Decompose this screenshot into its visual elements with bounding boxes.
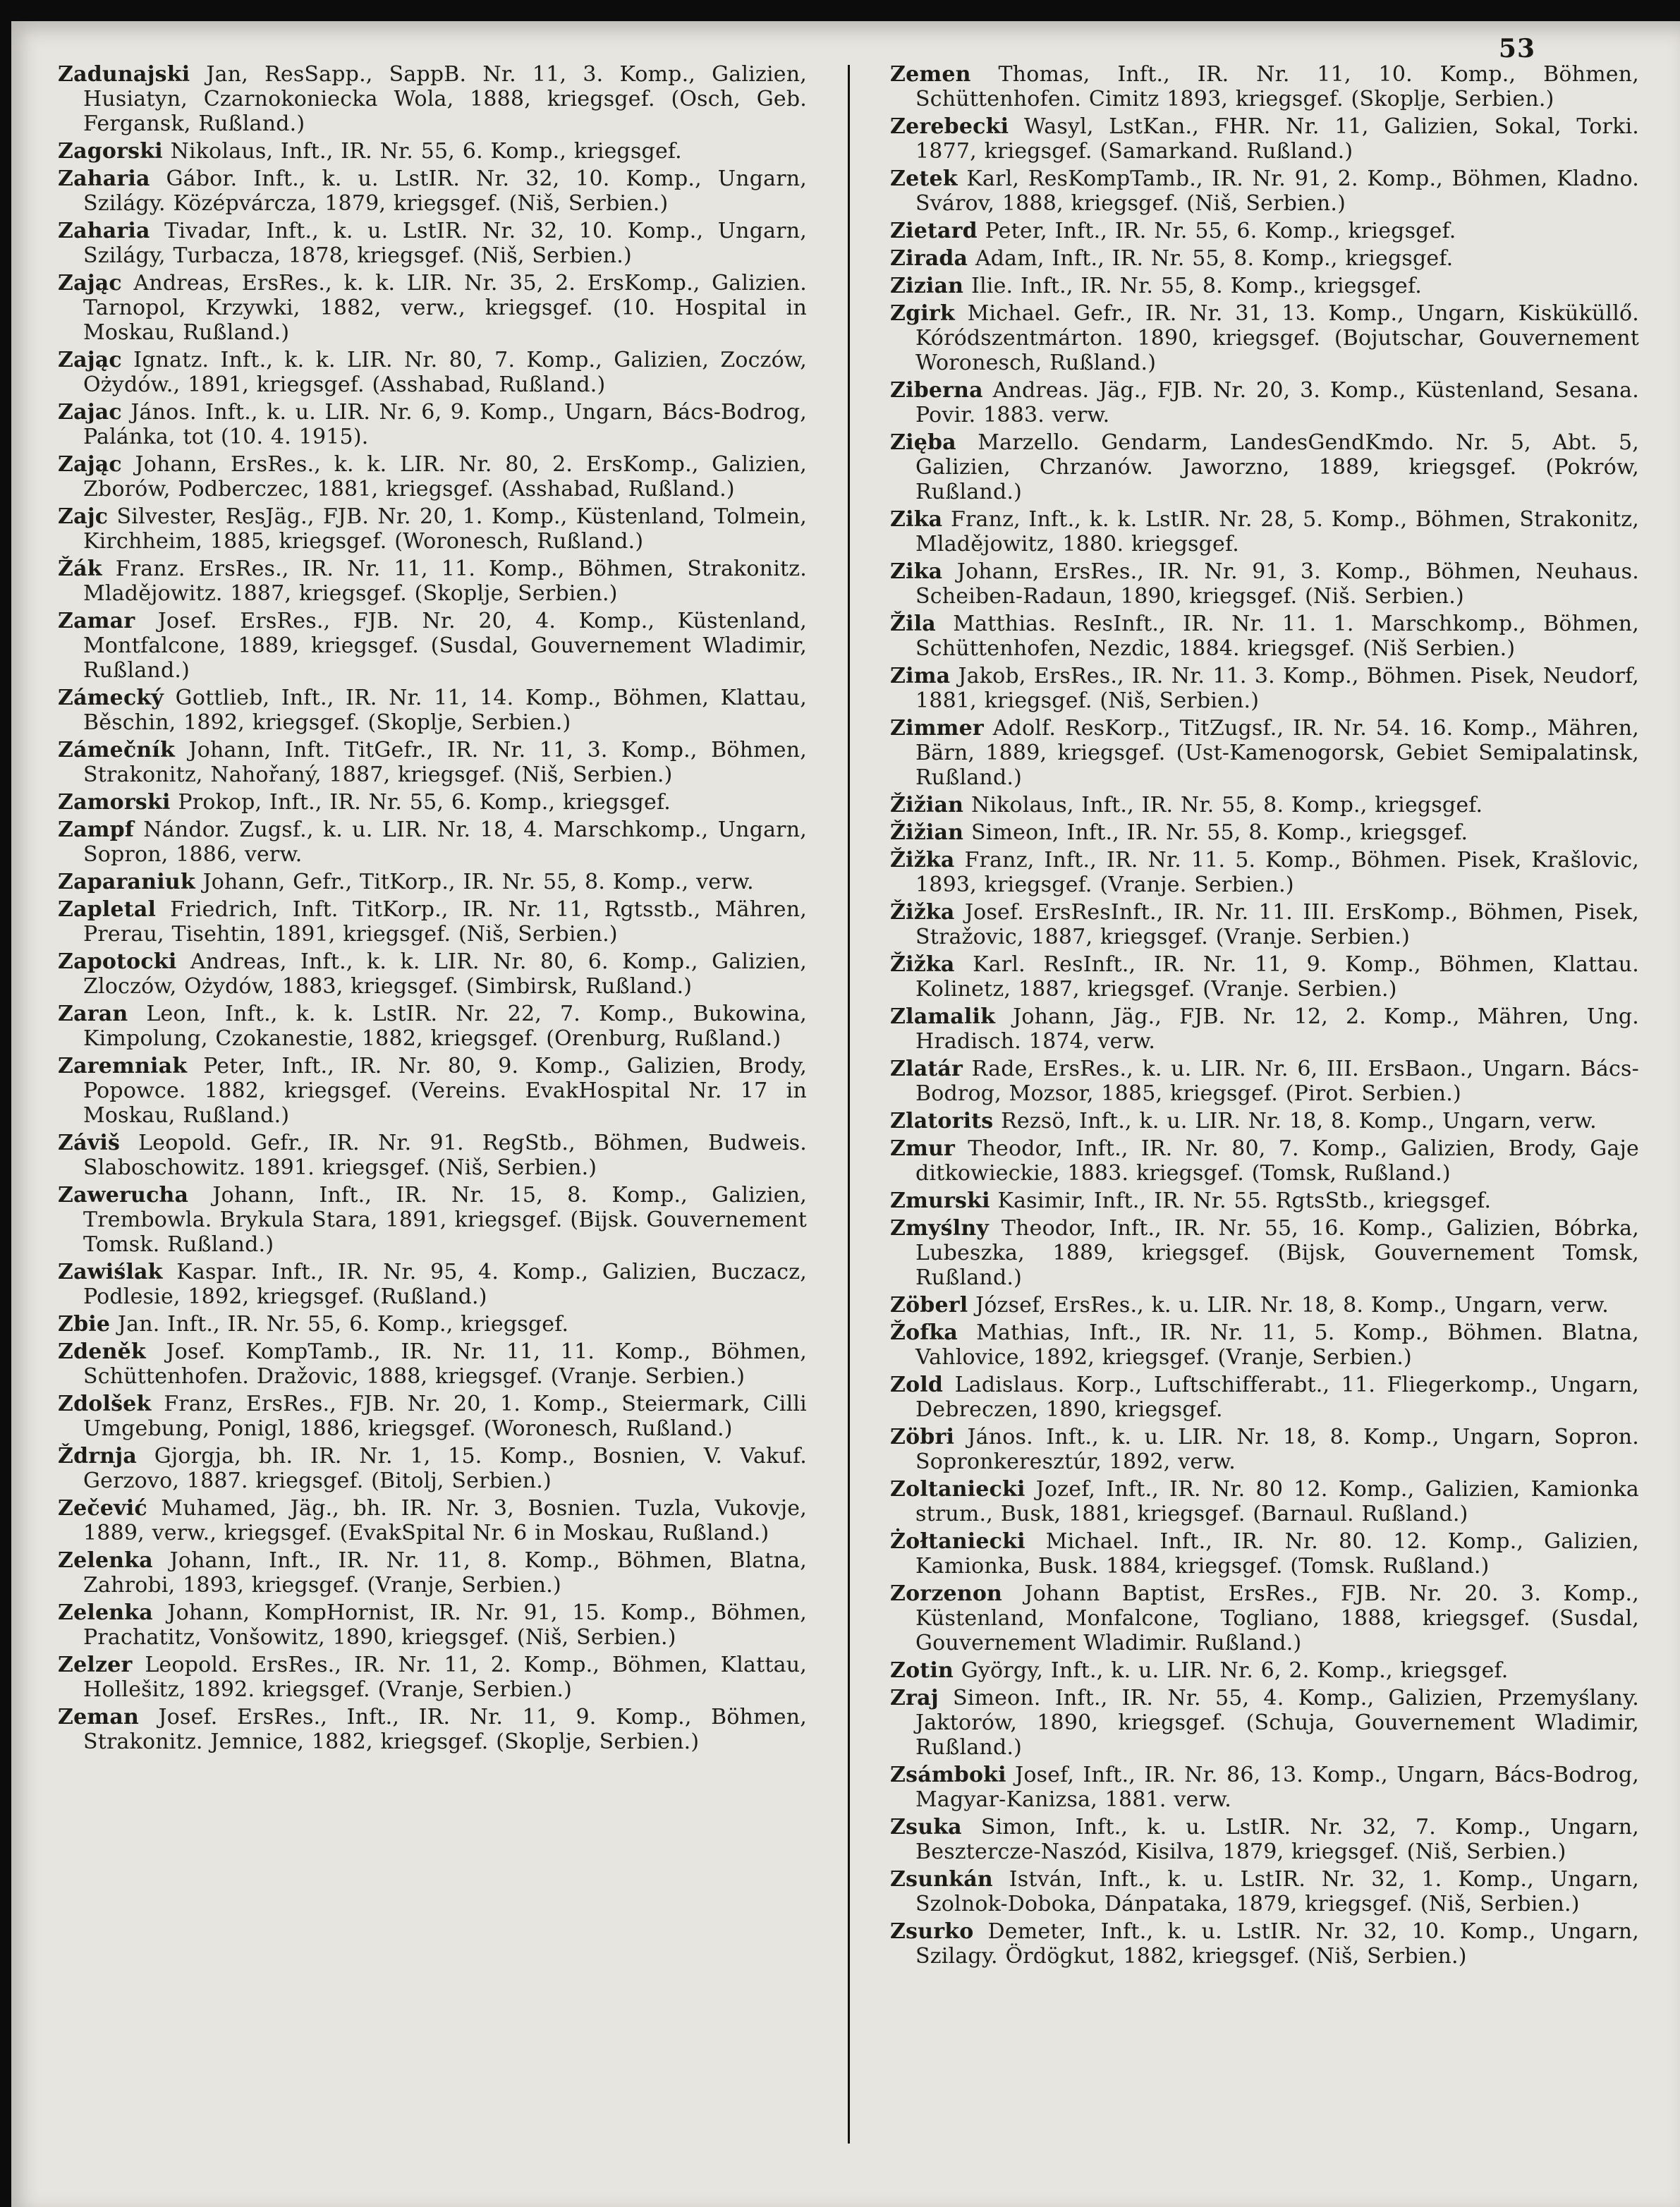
list-entry: [58, 1444, 807, 1493]
entry-surname: Zampf: [58, 817, 134, 842]
entry-surname: Zsuka: [890, 1815, 962, 1840]
list-entry: [58, 897, 807, 947]
entry-surname: Zdeněk: [58, 1339, 146, 1364]
entry-surname: Záviš: [58, 1131, 121, 1155]
entry-details: Gábor. Inft., k. u. LstIR. Nr. 32, 10. Komp., Ungarn, Szilágy. Középvárcza, 1879, kriegsgef. (Niš, Serbien.): [83, 166, 807, 216]
entry-details: Simeon. Inft., IR. Nr. 55, 4. Komp., Galizien, Przemyślany. Jaktorów, 1890, kriegsgef. (Schuja, Gouvernement Wladimir, Rußland.): [915, 1686, 1639, 1760]
entry-details: Simon, Inft., k. u. LstIR. Nr. 32, 7. Komp., Ungarn, Besztercze-Naszód, Kisilva, 1879, kriegsgef. (Niš, Serbien.): [915, 1815, 1639, 1864]
entry-details: Nándor. Zugsf., k. u. LIR. Nr. 18, 4. Marschkomp., Ungarn, Sopron, 1886, verw.: [83, 817, 807, 867]
list-entry: [58, 817, 807, 867]
entry-details: János. Inft., k. u. LIR. Nr. 6, 9. Komp., Ungarn, Bács-Bodrog, Palánka, tot (10. 4. 1915).: [83, 400, 807, 449]
entry-details: Simeon, Inft., IR. Nr. 55, 8. Komp., kriegsgef.: [970, 820, 1468, 845]
entry-details: Thomas, Inft., IR. Nr. 11, 10. Komp., Böhmen, Schüttenhofen. Cimitz 1893, kriegsgef. (Skoplje, Serbien.): [915, 62, 1639, 111]
entry-surname: Zmurski: [890, 1188, 990, 1213]
list-entry: [58, 686, 807, 735]
entry-details: Demeter, Inft., k. u. LstIR. Nr. 32, 10. Komp., Ungarn, Szilagy. Ördögkut, 1882, kriegsgef. (Niš, Serbien.): [915, 1919, 1639, 1969]
list-entry: [890, 1477, 1639, 1526]
list-entry: [890, 1293, 1639, 1318]
entry-details: Tivadar, Inft., k. u. LstIR. Nr. 32, 10. Komp., Ungarn, Szilágy, Turbacza, 1878, kriegsgef. (Niš, Serbien.): [83, 219, 807, 268]
entry-details: Michael. Inft., IR. Nr. 80. 12. Komp., Galizien, Kamionka, Busk. 1884, kriegsgef. (Tomsk. Rußland.): [915, 1529, 1639, 1579]
entry-surname: Zelenka: [58, 1600, 153, 1625]
entry-details: Mathias, Inft., IR. Nr. 11, 5. Komp., Böhmen. Blatna, Vahlovice, 1892, kriegsgef. (Vranje, Serbien.): [915, 1320, 1639, 1370]
entry-details: Johann, ErsRes., IR. Nr. 91, 3. Komp., Böhmen, Neuhaus. Scheiben-Radaun, 1890, kriegsgef. (Niš. Serbien.): [915, 559, 1639, 609]
list-entry: [58, 1548, 807, 1598]
entry-details: Theodor, Inft., IR. Nr. 80, 7. Komp., Galizien, Brody, Gaje ditkowieckie, 1883. kriegsgef. (Tomsk, Rußland.): [915, 1136, 1639, 1186]
entry-surname: Zotin: [890, 1658, 954, 1683]
list-entry: [890, 219, 1639, 243]
entry-details: Josef. KompTamb., IR. Nr. 11, 11. Komp., Böhmen, Schüttenhofen. Dražovic, 1888, kriegsgef. (Vranje. Serbien.): [83, 1339, 807, 1389]
entry-surname: Zika: [890, 507, 943, 532]
entry-surname: Zeman: [58, 1705, 139, 1729]
entry-details: Josef. ErsRes., Inft., IR. Nr. 11, 9. Komp., Böhmen, Strakonitz. Jemnice, 1882, kriegsgef. (Skoplje, Serbien.): [83, 1705, 807, 1754]
entry-surname: Zaparaniuk: [58, 870, 195, 894]
entry-surname: Zając: [58, 271, 122, 296]
entry-surname: Zając: [58, 348, 122, 372]
entry-surname: Zawiślak: [58, 1260, 163, 1284]
entry-details: István, Inft., k. u. LstIR. Nr. 32, 1. Komp., Ungarn, Szolnok-Doboka, Dánpataka, 1879, kriegsgef. (Niš, Serbien.): [915, 1867, 1639, 1916]
list-entry: [890, 1581, 1639, 1655]
list-entry: [890, 1815, 1639, 1864]
list-entry: [890, 62, 1639, 111]
entry-surname: Zelzer: [58, 1653, 133, 1677]
list-entry: [890, 716, 1639, 790]
entry-details: Leopold. Gefr., IR. Nr. 91. RegStb., Böhmen, Budweis. Slaboschowitz. 1891. kriegsgef. (Niš, Serbien.): [83, 1131, 807, 1180]
entry-details: Jan, ResSapp., SappB. Nr. 11, 3. Komp., Galizien, Husiatyn, Czarnokoniecka Wola, 1888, kriegsgef. (Osch, Geb. Fergansk, Rußland.): [83, 62, 807, 136]
entry-surname: Zöbri: [890, 1425, 955, 1449]
list-entry: [890, 1109, 1639, 1133]
list-entry: [58, 166, 807, 216]
list-entry: [58, 139, 807, 164]
entry-surname: Zetek: [890, 166, 958, 191]
entry-surname: Zirada: [890, 246, 968, 271]
list-entry: [890, 1919, 1639, 1969]
list-entry: [890, 559, 1639, 609]
entry-surname: Zaremniak: [58, 1054, 188, 1078]
entry-surname: Zizian: [890, 274, 964, 298]
entry-surname: Zlatorits: [890, 1109, 994, 1133]
entry-surname: Żołtaniecki: [890, 1529, 1025, 1554]
entry-surname: Zorzenon: [890, 1581, 1003, 1606]
list-entry: [58, 219, 807, 268]
list-entry: [890, 1763, 1639, 1812]
entry-details: Kasimir, Inft., IR. Nr. 55. RgtsStb., kriegsgef.: [997, 1188, 1492, 1213]
entry-details: Jan. Inft., IR. Nr. 55, 6. Komp., kriegsgef.: [117, 1312, 569, 1337]
entry-details: Rade, ErsRes., k. u. LIR. Nr. 6, III. ErsBaon., Ungarn. Bács-Bodrog, Mozsor, 1885, kriegsgef. (Pirot. Serbien.): [915, 1057, 1639, 1106]
list-entry: [890, 952, 1639, 1002]
entry-surname: Zold: [890, 1373, 944, 1397]
entry-surname: Ždrnja: [58, 1444, 137, 1469]
entry-details: Johann Baptist, ErsRes., FJB. Nr. 20. 3. Komp., Küstenland, Monfalcone, Togliano, 1888, kriegsgef. (Susdal, Gouvernement Wladimir. Rußland.): [915, 1581, 1639, 1655]
entry-details: Friedrich, Inft. TitKorp., IR. Nr. 11, Rgtsstb., Mähren, Prerau, Tisehtin, 1891, kriegsgef. (Niš, Serbien.): [83, 897, 807, 947]
list-entry: [58, 1653, 807, 1702]
entry-surname: Zmyślny: [890, 1216, 990, 1241]
list-entry: [890, 848, 1639, 897]
entry-details: Ignatz. Inft., k. k. LIR. Nr. 80, 7. Komp., Galizien, Zoczów, Ożydów., 1891, kriegsgef. (Asshabad, Rußland.): [83, 348, 807, 397]
list-entry: [58, 1339, 807, 1389]
entry-details: Josef. ErsRes., FJB. Nr. 20, 4. Komp., Küstenland, Montfalcone, 1889, kriegsgef. (Susdal, Gouvernement Wladimir, Rußland.): [83, 609, 807, 683]
entry-details: Jakob, ErsRes., IR. Nr. 11. 3. Komp., Böhmen. Pisek, Neudorf, 1881, kriegsgef. (Niš, Serbien.): [915, 664, 1639, 713]
entry-surname: Zięba: [890, 430, 956, 455]
entry-surname: Žižka: [890, 900, 955, 925]
entry-surname: Žofka: [890, 1320, 958, 1345]
entry-details: Nikolaus, Inft., IR. Nr. 55, 6. Komp., kriegsgef.: [170, 139, 682, 164]
entry-details: Johann, Inft. TitGefr., IR. Nr. 11, 3. Komp., Böhmen, Strakonitz, Nahořaný, 1887, kriegsgef. (Niš, Serbien.): [83, 738, 807, 787]
list-entry: [58, 1183, 807, 1257]
list-entry: [890, 1057, 1639, 1106]
entry-details: Wasyl, LstKan., FHR. Nr. 11, Galizien, Sokal, Torki. 1877, kriegsgef. (Samarkand. Rußland.): [915, 114, 1639, 164]
entry-surname: Zając: [58, 452, 122, 477]
entry-surname: Zemen: [890, 62, 971, 87]
entry-details: Johann, Inft., IR. Nr. 11, 8. Komp., Böhmen, Blatna, Zahrobi, 1893, kriegsgef. (Vranje, Serbien.): [83, 1548, 807, 1598]
entry-details: Franz, Inft., k. k. LstIR. Nr. 28, 5. Komp., Böhmen, Strakonitz, Mladějowitz, 1880. kriegsgef.: [915, 507, 1639, 557]
list-entry: [890, 274, 1639, 298]
entry-surname: Zawerucha: [58, 1183, 189, 1208]
right-column: [890, 62, 1639, 2165]
list-entry: [58, 609, 807, 683]
entry-details: Matthias. ResInft., IR. Nr. 11. 1. Marschkomp., Böhmen, Schüttenhofen, Nezdic, 1884. kriegsgef. (Niš Serbien.): [915, 612, 1639, 661]
list-entry: [58, 1260, 807, 1309]
list-entry: [58, 1312, 807, 1337]
entry-details: Leopold. ErsRes., IR. Nr. 11, 2. Komp., Böhmen, Klattau, Hollešitz, 1892. kriegsgef. (Vranje, Serbien.): [83, 1653, 807, 1702]
list-entry: [58, 62, 807, 136]
entry-surname: Zraj: [890, 1686, 939, 1710]
list-entry: [58, 870, 807, 894]
entry-surname: Zajac: [58, 400, 122, 425]
entry-details: Gottlieb, Inft., IR. Nr. 11, 14. Komp., Böhmen, Klattau, Běschin, 1892, kriegsgef. (Skoplje, Serbien.): [83, 686, 807, 735]
entry-details: Silvester, ResJäg., FJB. Nr. 20, 1. Komp., Küstenland, Tolmein, Kirchheim, 1885, kriegsgef. (Woronesch, Rußland.): [83, 504, 807, 554]
entry-details: Muhamed, Jäg., bh. IR. Nr. 3, Bosnien. Tuzla, Vukovje, 1889, verw., kriegsgef. (EvakSpital Nr. 6 in Moskau, Rußland.): [83, 1496, 807, 1545]
entry-surname: Zmur: [890, 1136, 956, 1161]
list-entry: [890, 1004, 1639, 1054]
list-entry: [890, 1136, 1639, 1186]
entry-surname: Zerebecki: [890, 114, 1009, 139]
entry-surname: Zaharia: [58, 166, 150, 191]
list-entry: [58, 557, 807, 606]
entry-details: Peter, Inft., IR. Nr. 80, 9. Komp., Galizien, Brody, Popowce. 1882, kriegsgef. (Vereins. EvakHospital Nr. 17 in Moskau, Rußland.): [83, 1054, 807, 1128]
list-entry: [890, 1425, 1639, 1474]
entry-surname: Zečević: [58, 1496, 147, 1521]
entry-surname: Zámečník: [58, 738, 176, 762]
entry-details: Ladislaus. Korp., Luftschifferabt., 11. Fliegerkomp., Ungarn, Debreczen, 1890, kriegsgef.: [915, 1373, 1639, 1422]
list-entry: [58, 1392, 807, 1441]
entry-surname: Zamorski: [58, 790, 171, 815]
list-entry: [58, 504, 807, 554]
page-content: [58, 62, 1639, 2165]
entry-surname: Žižka: [890, 952, 955, 977]
entry-details: György, Inft., k. u. LIR. Nr. 6, 2. Komp., kriegsgef.: [961, 1658, 1509, 1683]
list-entry: [58, 1002, 807, 1051]
entry-surname: Zamar: [58, 609, 135, 633]
list-entry: [890, 1216, 1639, 1290]
entry-details: Johann, ErsRes., k. k. LIR. Nr. 80, 2. ErsKomp., Galizien, Zborów, Podberczec, 1881, kriegsgef. (Asshabad, Rußland.): [83, 452, 807, 501]
list-entry: [58, 400, 807, 449]
list-entry: [890, 246, 1639, 271]
list-entry: [890, 900, 1639, 949]
entry-details: Andreas. Jäg., FJB. Nr. 20, 3. Komp., Küstenland, Sesana. Povir. 1883. verw.: [915, 378, 1639, 427]
list-entry: [890, 1867, 1639, 1916]
entry-surname: Zgirk: [890, 301, 955, 326]
entry-details: Andreas, Inft., k. k. LIR. Nr. 80, 6. Komp., Galizien, Zloczów, Ożydów, 1883, kriegsgef. (Simbirsk, Rußland.): [83, 949, 807, 999]
list-entry: [890, 612, 1639, 661]
list-entry: [58, 452, 807, 501]
entry-surname: Zaharia: [58, 219, 150, 243]
entry-details: Johann, Jäg., FJB. Nr. 12, 2. Komp., Mähren, Ung. Hradisch. 1874, verw.: [915, 1004, 1639, 1054]
entry-surname: Zietard: [890, 219, 978, 243]
list-entry: [890, 166, 1639, 216]
list-entry: [890, 1686, 1639, 1760]
entry-details: Josef, Inft., IR. Nr. 86, 13. Komp., Ungarn, Bács-Bodrog, Magyar-Kanizsa, 1881. verw.: [915, 1763, 1639, 1812]
scan-edge-top: [0, 0, 1680, 21]
entry-surname: Zadunajski: [58, 62, 190, 87]
entry-details: Leon, Inft., k. k. LstIR. Nr. 22, 7. Komp., Bukowina, Kimpolung, Czokanestie, 1882, kriegsgef. (Orenburg, Rußland.): [83, 1002, 807, 1051]
list-entry: [890, 793, 1639, 817]
entry-surname: Zika: [890, 559, 943, 584]
entry-details: Franz, ErsRes., FJB. Nr. 20, 1. Komp., Steiermark, Cilli Umgebung, Ponigl, 1886, kriegsgef. (Woronesch, Rußland.): [83, 1392, 807, 1441]
entry-details: Rezsö, Inft., k. u. LIR. Nr. 18, 8. Komp., Ungarn, verw.: [1001, 1109, 1597, 1133]
list-entry: [890, 507, 1639, 557]
entry-details: Jozef, Inft., IR. Nr. 80 12. Komp., Galizien, Kamionka strum., Busk, 1881, kriegsgef. (Barnaul. Rußland.): [915, 1477, 1639, 1526]
list-entry: [890, 1188, 1639, 1213]
list-entry: [58, 271, 807, 345]
entry-surname: Žila: [890, 612, 936, 636]
list-entry: [58, 790, 807, 815]
list-entry: [890, 664, 1639, 713]
list-entry: [58, 1131, 807, 1180]
entry-surname: Zapotocki: [58, 949, 177, 974]
page-number: 53: [1498, 34, 1535, 63]
entry-surname: Zsámboki: [890, 1763, 1006, 1787]
list-entry: [58, 348, 807, 397]
entry-details: Johann, Inft., IR. Nr. 15, 8. Komp., Galizien, Trembowla. Brykula Stara, 1891, kriegsgef. (Bijsk. Gouvernement Tomsk. Rußland.): [83, 1183, 807, 1257]
entry-details: Marzello. Gendarm, LandesGendKmdo. Nr. 5, Abt. 5, Galizien, Chrzanów. Jaworzno, 1889, kriegsgef. (Pokrów, Rußland.): [915, 430, 1639, 504]
entry-details: Karl. ResInft., IR. Nr. 11, 9. Komp., Böhmen, Klattau. Kolinetz, 1887, kriegsgef. (Vranje. Serbien.): [915, 952, 1639, 1002]
entry-details: Josef. ErsResInft., IR. Nr. 11. III. ErsKomp., Böhmen, Pisek, Stražovic, 1887, kriegsgef. (Vranje. Serbien.): [915, 900, 1639, 949]
entry-details: Johann, KompHornist, IR. Nr. 91, 15. Komp., Böhmen, Prachatitz, Vonšowitz, 1890, kriegsgef. (Niš, Serbien.): [83, 1600, 807, 1650]
column-divider: [848, 65, 850, 2144]
list-entry: [58, 949, 807, 999]
scan-edge-left: [0, 0, 11, 2207]
entry-surname: Zdolšek: [58, 1392, 152, 1416]
list-entry: [890, 114, 1639, 164]
list-entry: [890, 1320, 1639, 1370]
list-entry: [890, 1658, 1639, 1683]
entry-details: János. Inft., k. u. LIR. Nr. 18, 8. Komp., Ungarn, Sopron. Sopronkeresztúr, 1892, verw.: [915, 1425, 1639, 1474]
entry-surname: Zagorski: [58, 139, 163, 164]
entry-surname: Zsurko: [890, 1919, 974, 1944]
entry-surname: Zlatár: [890, 1057, 963, 1081]
list-entry: [58, 738, 807, 787]
entry-surname: Zoltaniecki: [890, 1477, 1025, 1502]
list-entry: [58, 1496, 807, 1545]
entry-surname: Zlamalik: [890, 1004, 996, 1029]
entry-surname: Ziberna: [890, 378, 983, 403]
entry-details: Adolf. ResKorp., TitZugsf., IR. Nr. 54. 16. Komp., Mähren, Bärn, 1889, kriegsgef. (Ust-Kamenogorsk, Gebiet Semipalatinsk, Rußland.): [915, 716, 1639, 790]
entry-surname: Žižian: [890, 793, 964, 817]
list-entry: [890, 301, 1639, 375]
entry-surname: Zaran: [58, 1002, 128, 1026]
entry-details: Prokop, Inft., IR. Nr. 55, 6. Komp., kriegsgef.: [178, 790, 671, 815]
entry-details: József, ErsRes., k. u. LIR. Nr. 18, 8. Komp., Ungarn, verw.: [975, 1293, 1609, 1318]
entry-details: Ilie. Inft., IR. Nr. 55, 8. Komp., kriegsgef.: [970, 274, 1422, 298]
left-column: [58, 62, 807, 2165]
entry-details: Nikolaus, Inft., IR. Nr. 55, 8. Komp., kriegsgef.: [970, 793, 1483, 817]
list-entry: [58, 1705, 807, 1754]
entry-surname: Zöberl: [890, 1293, 968, 1318]
entry-surname: Žák: [58, 557, 102, 581]
document-page: [11, 21, 1680, 2207]
list-entry: [890, 430, 1639, 504]
list-entry: [890, 378, 1639, 427]
entry-details: Franz. ErsRes., IR. Nr. 11, 11. Komp., Böhmen, Strakonitz. Mladějowitz. 1887, kriegsgef. (Skoplje, Serbien.): [83, 557, 807, 606]
entry-details: Adam, Inft., IR. Nr. 55, 8. Komp., kriegsgef.: [975, 246, 1454, 271]
entry-surname: Zajc: [58, 504, 109, 529]
entry-details: Andreas, ErsRes., k. k. LIR. Nr. 35, 2. ErsKomp., Galizien. Tarnopol, Krzywki, 1882, verw., kriegsgef. (10. Hospital in Moskau, Rußland.): [83, 271, 807, 345]
entry-details: Theodor, Inft., IR. Nr. 55, 16. Komp., Galizien, Bóbrka, Lubeszka, 1889, kriegsgef. (Bijsk, Gouvernement Tomsk, Rußland.): [915, 1216, 1639, 1290]
entry-details: Johann, Gefr., TitKorp., IR. Nr. 55, 8. Komp., verw.: [202, 870, 754, 894]
entry-details: Franz, Inft., IR. Nr. 11. 5. Komp., Böhmen. Pisek, Krašlovic, 1893, kriegsgef. (Vranje. Serbien.): [915, 848, 1639, 897]
list-entry: [890, 1373, 1639, 1422]
entry-surname: Žižian: [890, 820, 964, 845]
list-entry: [890, 1529, 1639, 1579]
list-entry: [58, 1600, 807, 1650]
list-entry: [890, 820, 1639, 845]
entry-details: Kaspar. Inft., IR. Nr. 95, 4. Komp., Galizien, Buczacz, Podlesie, 1892, kriegsgef. (Rußland.): [83, 1260, 807, 1309]
entry-details: Peter, Inft., IR. Nr. 55, 6. Komp., kriegsgef.: [985, 219, 1456, 243]
entry-surname: Žižka: [890, 848, 955, 873]
entry-surname: Zimmer: [890, 716, 984, 741]
entry-surname: Zapletal: [58, 897, 157, 922]
entry-surname: Zelenka: [58, 1548, 153, 1573]
entry-details: Michael. Gefr., IR. Nr. 31, 13. Komp., Ungarn, Kisküküllő. Kóródszentmárton. 1890, kriegsgef. (Bojutschar, Gouvernement Woronesch, Rußland.): [915, 301, 1639, 375]
entry-surname: Zámecký: [58, 686, 164, 710]
entry-details: Karl, ResKompTamb., IR. Nr. 91, 2. Komp., Böhmen, Kladno. Svárov, 1888, kriegsgef. (Niš, Serbien.): [915, 166, 1639, 216]
entry-surname: Zsunkán: [890, 1867, 993, 1892]
list-entry: [58, 1054, 807, 1128]
entry-surname: Zima: [890, 664, 951, 688]
entry-surname: Zbie: [58, 1312, 111, 1337]
entry-details: Gjorgja, bh. IR. Nr. 1, 15. Komp., Bosnien, V. Vakuf. Gerzovo, 1887. kriegsgef. (Bitolj, Serbien.): [83, 1444, 807, 1493]
